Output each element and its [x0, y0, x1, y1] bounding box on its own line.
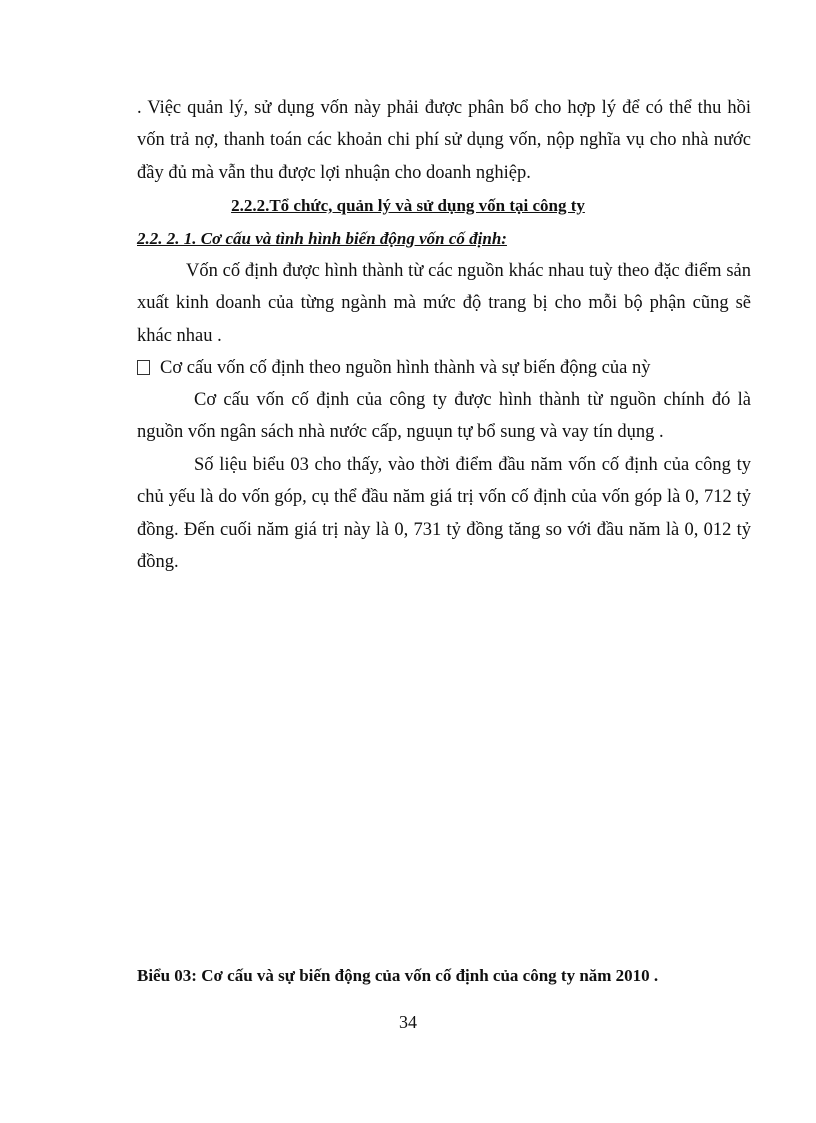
- paragraph-figures: Số liệu biểu 03 cho thấy, vào thời điểm đầu năm vốn cố định của công ty chủ yếu là do vốn góp, cụ thể đầu năm giá trị vốn cố định của vốn góp là 0, 712 tỷ đồng. Đến cuối năm giá trị này là 0, 731 tỷ đồng tăng so với đầu năm là 0, 012 tỷ đồng.: [137, 455, 751, 572]
- table-caption: Biểu 03: Cơ cấu và sự biến động của vốn cố định của công ty năm 2010 .: [137, 966, 659, 985]
- bullet-item: [137, 352, 751, 384]
- bullet-box-icon: [137, 360, 150, 375]
- paragraph-fixed-capital: Vốn cố định được hình thành từ các nguồn khác nhau tuỳ theo đặc điểm sản xuất kinh doanh của từng ngành mà mức độ trang bị cho mỗi bộ phận cũng sẽ khác nhau .: [137, 261, 751, 346]
- page-number: 34: [399, 1012, 417, 1032]
- section-heading: 2.2.2.Tổ chức, quản lý và sử dụng vốn tại công ty: [231, 196, 585, 215]
- subsection-heading: 2.2. 2. 1. Cơ cấu và tình hình biến động vốn cố định:: [137, 229, 507, 248]
- paragraph-capital-structure: Cơ cấu vốn cố định của công ty được hình thành từ nguồn chính đó là nguồn vốn ngân sách nhà nước cấp, nguụn tự bổ sung và vay tín dụng .: [137, 390, 751, 443]
- paragraph-intro: . Việc quản lý, sử dụng vốn này phải được phân bổ cho hợp lý để có thể thu hồi vốn trả nợ, thanh toán các khoản chi phí sử dụng vốn, nộp nghĩa vụ cho nhà nước đầy đủ mà vẫn thu được lợi nhuận cho doanh nghiệp.: [137, 98, 751, 183]
- bullet-text: Cơ cấu vốn cố định theo nguồn hình thành và sự biến động của nỳ: [160, 358, 651, 378]
